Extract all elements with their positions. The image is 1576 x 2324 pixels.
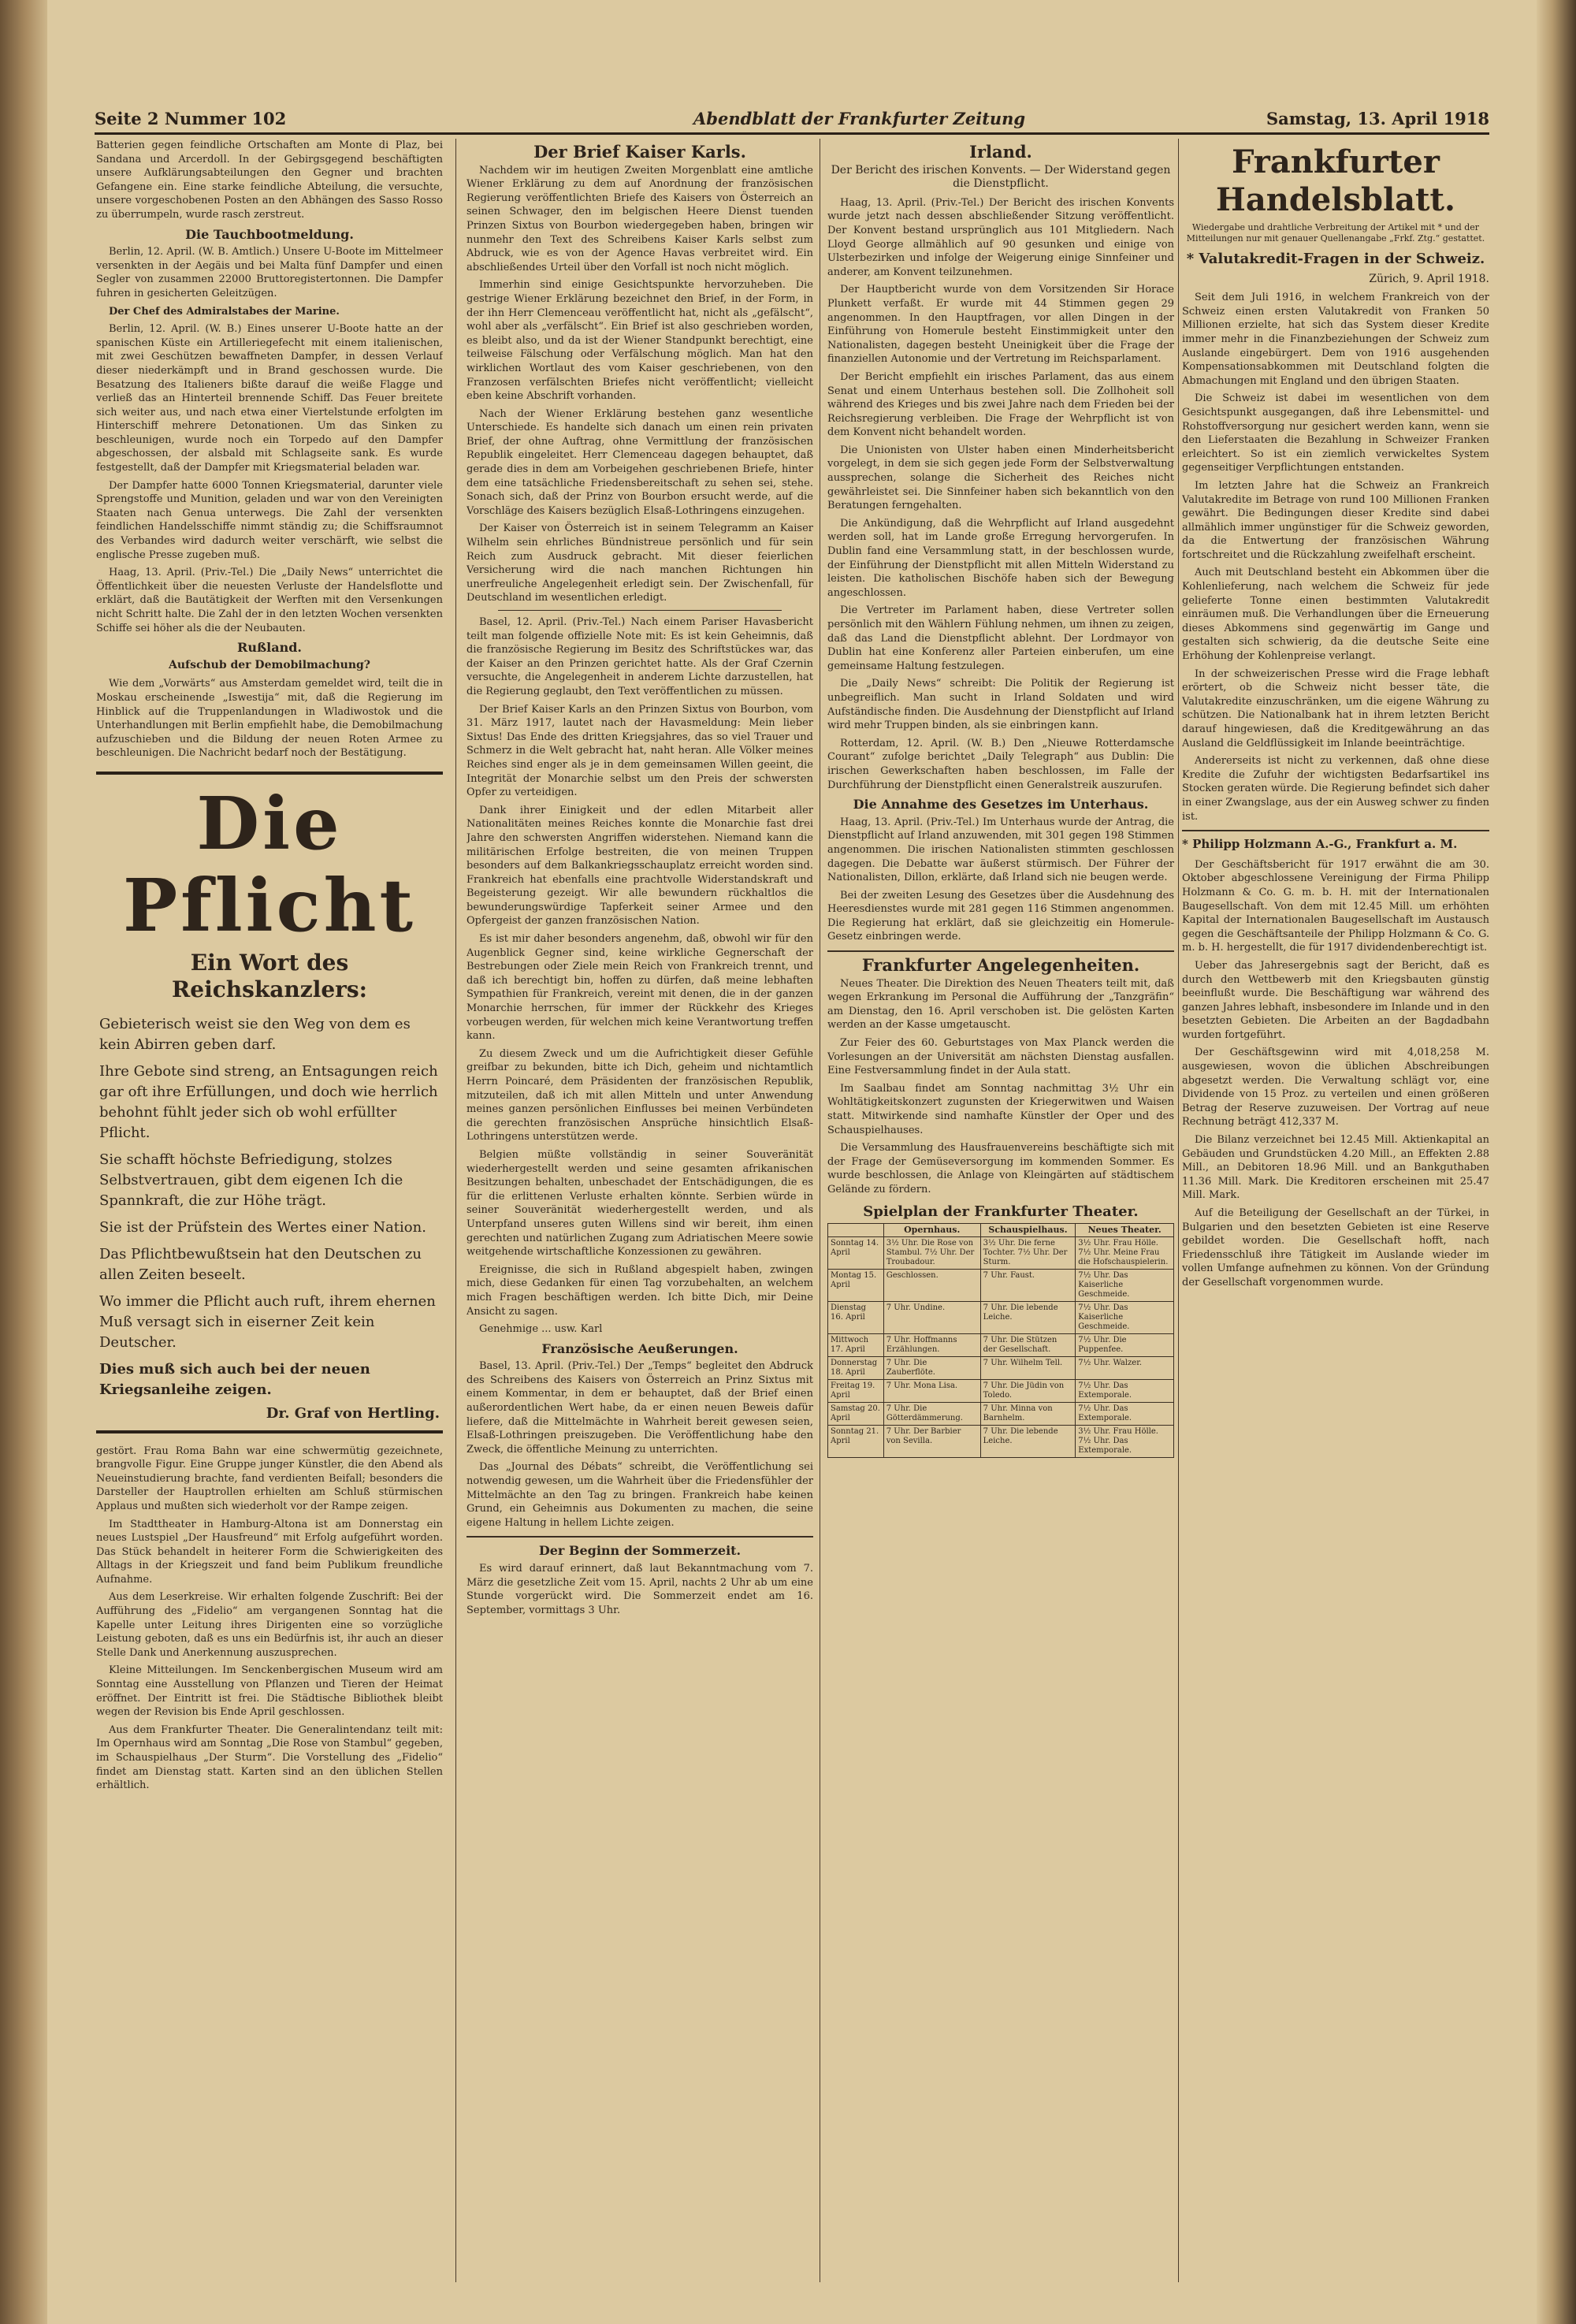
pflicht-text: Wo immer die Pflicht auch ruft, ihrem ehernen Muß versagt sich in eiserner Zeit kein Deutscher. <box>99 1292 436 1351</box>
column-rule <box>455 139 456 2282</box>
table-row <box>828 1357 1174 1380</box>
heading-annahme-gesetz: Die Annahme des Gesetzes im Unterhaus. <box>853 797 1149 812</box>
article-text: Die Unionisten von Ulster haben einen Minderheitsbericht vorgelegt, in dem sie sich gegen jede Form der Selbstverwaltung aussprechen, solange die Sicherheit des Reiches nicht gewährleistet sei. Die Sinnfeiner haben sich bekanntlich von den Beratungen ferngehalten. <box>827 444 1174 512</box>
article-text: Der Geschäftsbericht für 1917 erwähnt die am 30. Oktober abgeschlossene Vereinigung der Firma Philipp Holzmann & Co. G. m. b. H. mit der Internationalen Baugesellschaft. Von dem mit 12.45 Mill. um erhöhten Kapital der Internationalen Baugesellschaft im Austausch gegen die Geschäftsanteile der Philipp Holzmann & Co. G. m. b. H. hergestellt, die für 1917 dividendenberechtigt ist. <box>1182 858 1489 954</box>
table-cell: 7 Uhr. Minna von Barnhelm. <box>980 1403 1076 1426</box>
article-text: Neues Theater. Die Direktion des Neuen Theaters teilt mit, daß wegen Erkrankung im Personal die Aufführung der „Tanzgräfin“ am Dienstag, den 16. April verschoben ist. Die gelösten Karten werden an der Kasse umgetauscht. <box>827 977 1174 1032</box>
column-4 <box>1182 139 1489 2290</box>
handelsblatt-note: Wiedergabe und drahtliche Verbreitung der Artikel mit * und der Mitteilungen nur mit genauer Quellenangabe „Frkf. Ztg.“ gestattet. <box>1186 222 1485 244</box>
article-text: Zu diesem Zweck und um die Aufrichtigkeit dieser Gefühle greifbar zu bekunden, bitte ich Dich, geheim und nichtamtlich Herrn Poincaré, dem Präsidenten der französischen Republik, mitzuteilen, daß ich mit allen Mitteln und unter Anwendung meines ganzen persönlichen Einflusses bei meinen Verbündeten die gerechten französischen Ansprüche hinsichtlich Elsaß-Lothringens unterstützen werde. <box>466 1047 813 1143</box>
article-text: Der Hauptbericht wurde von dem Vorsitzenden Sir Horace Plunkett verfaßt. Er wurde mit 44 Stimmen gegen 29 angenommen. In den Hauptfragen, vor allen Dingen in der Einführung von Homerule besteht Einstimmigkeit unter den Nationalisten, dagegen besteht Uneinigkeit über die Frage der finanziellen Autonomie und der Vertretung im Reichsparlament. <box>827 284 1174 366</box>
theater-schedule-table <box>827 1223 1174 1458</box>
table-cell: 7 Uhr. Die lebende Leiche. <box>980 1302 1076 1334</box>
column-rule <box>1178 139 1179 2282</box>
table-header-cell: Schauspielhaus. <box>980 1224 1076 1237</box>
book-spine <box>0 0 47 2324</box>
table-cell: 7 Uhr. Die Jüdin von Toledo. <box>980 1380 1076 1403</box>
article-text: Aus dem Leserkreise. Wir erhalten folgende Zuschrift: Bei der Aufführung des „Fidelio“ am vergangenen Sonntag hat die Kapelle unter Leitung ihres Dirigenten eine so vorzügliche Leistung geboten, daß es uns ein Bedürfnis ist, ihr auch an dieser Stelle Dank und Anerkennung auszusprechen. <box>96 1591 443 1659</box>
pflicht-text: Das Pflichtbewußtsein hat den Deutschen zu allen Zeiten beseelt. <box>99 1245 422 1283</box>
pflicht-text: Dies muß sich auch bei der neuen Kriegsanleihe zeigen. <box>99 1360 370 1398</box>
table-row <box>828 1403 1174 1426</box>
dateline: Zürich, 9. April 1918. <box>1369 272 1489 285</box>
article-text: Berlin, 12. April. (W. B.) Eines unserer U-Boote hatte an der spanischen Küste ein Artilleriegefecht mit einem italienischen, mit zwei Geschützen bewaffneten Dampfer, in dessen Verlauf dieser niederkämpft und in Brand geschossen wurde. Die Besatzung des Italieners bißte darauf die weiße Flagge und verließ das an Hinterteil brennende Schiff. Das Feuer breitete sich weiter aus, und nach etwa einer Viertelstunde erfolgten im Hinterschiff mehrere Detonationen. Um das Sinken zu beschleunigen, wurde noch ein Torpedo auf den Dampfer abgeschossen, der alsbald mit Schlagseite sank. Es wurde festgestellt, daß der Dampfer mit Kriegsmaterial beladen war. <box>96 323 443 474</box>
article-text: Dank ihrer Einigkeit und der edlen Mitarbeit aller Nationalitäten meines Reiches konnte die Monarchie fast drei Jahre den schwersten Angriffen widerstehen. Niemand kann die militärischen Erfolge bestreiten, die von meinen Truppen besonders auf dem Balkankriegsschauplatz erreicht worden sind. Frankreich hat ebenfalls eine prachtvolle Widerstandskraft und Begeisterung gezeigt. Wir alle bewundern rückhaltlos die bewunderungswürdige Tapferkeit seiner Armee und den Opfergeist der ganzen französischen Nation. <box>466 804 813 928</box>
table-day-cell: Sonntag 21. April <box>828 1426 884 1458</box>
column-3 <box>827 139 1174 2290</box>
pflicht-text: Gebieterisch weist sie den Weg von dem es kein Abirren geben darf. <box>99 1015 411 1053</box>
table-row <box>828 1270 1174 1302</box>
table-cell: 7½ Uhr. Das Kaiserliche Geschmeide. <box>1076 1302 1174 1334</box>
article-text: Kleine Mitteilungen. Im Senckenbergischen Museum wird am Sonntag eine Ausstellung von Pflanzen und Tieren der Heimat eröffnet. Der Eintritt ist frei. Die Städtische Bibliothek bleibt wegen der Revision bis Ende April geschlossen. <box>96 1664 443 1719</box>
table-day-cell: Donnerstag 18. April <box>828 1357 884 1380</box>
article-text: Berlin, 12. April. (W. B. Amtlich.) Unsere U-Boote im Mittelmeer versenkten in der Aegäis und bei Malta fünf Dampfer und einen Segler von zusammen 22000 Bruttoregistertonnen. Die Dampfer fuhren in gesicherten Geleitzügen. <box>96 246 443 299</box>
article-text: Haag, 13. April. (Priv.-Tel.) Der Bericht des irischen Konvents wurde jetzt nach dessen abschließender Sitzung veröffentlicht. Der Konvent bestand ursprünglich aus 101 Mitgliedern. Nach Lloyd George allmählich auf 90 gesunken und einige von Ulsterbezirken und infolge der Weigerung einige Sinnfeiner und anderer, am Konvent teilzunehmen. <box>827 196 1174 278</box>
table-cell: 7 Uhr. Hoffmanns Erzählungen. <box>883 1334 980 1357</box>
subheading-irland: Der Bericht des irischen Konvents. — Der Widerstand gegen die Dienstpflicht. <box>831 163 1171 191</box>
table-day-cell: Dienstag 16. April <box>828 1302 884 1334</box>
table-cell: 7½ Uhr. Die Puppenfee. <box>1076 1334 1174 1357</box>
article-text: Batterien gegen feindliche Ortschaften am Monte di Plaz, bei Sandana und Arcerdoll. In der Gebirgsgegend beschäftigten unsere Aufklärungsabteilungen den Gegner und brachten Gefangene ein. Eine starke feindliche Abteilung, die versuchte, unsere vorgeschobenen Posten an den Abhängen des Sasso Rosso zu überrumpeln, wurde rasch zerstreut. <box>96 139 443 221</box>
heading-tauchboot: Die Tauchbootmeldung. <box>185 226 354 242</box>
table-header-cell <box>828 1224 884 1237</box>
theater-schedule-title: Spielplan der Frankfurter Theater. <box>863 1203 1139 1220</box>
article-text: Im letzten Jahre hat die Schweiz an Frankreich Valutakredite im Betrage von rund 100 Millionen Franken gewährt. Die Bedingungen dieser Kredite sind dabei allmählich immer ungünstiger für die Schweiz geworden, da die Entwertung der französischen Währung fortschreitet und die Rückzahlung zweifelhaft erscheint. <box>1182 479 1489 561</box>
table-day-cell: Samstag 20. April <box>828 1403 884 1426</box>
heading-valutakredit: * Valutakredit-Fragen in der Schweiz. <box>1186 251 1485 267</box>
article-text: gestört. Frau Roma Bahn war eine schwermütig gezeichnete, brangvolle Figur. Eine Gruppe junger Künstler, die den Abend als Neueinstudierung brachte, fand verdienten Beifall; besonders die Darsteller der Hauptrollen erhielten am Schluß stürmischen Applaus und mußten sich wiederholt vor der Rampe zeigen. <box>96 1445 443 1512</box>
heading-brief-kaiser-karls: Der Brief Kaiser Karls. <box>533 142 746 162</box>
table-cell: 7 Uhr. Mona Lisa. <box>883 1380 980 1403</box>
page-number: Seite 2 Nummer 102 <box>95 109 287 128</box>
article-text: Im Stadttheater in Hamburg-Altona ist am Donnerstag ein neues Lustspiel „Der Hausfreund“ mit Erfolg aufgeführt worden. Das Stück behandelt in heiterer Form die Schwierigkeiten des Alltags in der Kriegszeit und fand beim Publikum freundliche Aufnahme. <box>96 1518 443 1586</box>
divider <box>498 610 782 611</box>
table-day-cell: Freitag 19. April <box>828 1380 884 1403</box>
article-text: Belgien müßte vollständig in seiner Souveränität wiederhergestellt werden und seine gesamten afrikanischen Besitzungen behalten, unbeschadet der Entschädigungen, die es für die erlittenen Verluste erhalten könnte. Serbien würde in seiner Souveränität wiederhergestellt werden, und als Unterpfand unseres guten Willens sind wir bereit, ihm einen gerechten und natürlichen Zugang zum Adriatischen Meere sowie weitgehende wirtschaftliche Konzessionen zu gewähren. <box>466 1148 813 1259</box>
table-cell: 3½ Uhr. Frau Hölle. 7½ Uhr. Meine Frau die Hofschauspielerin. <box>1076 1237 1174 1270</box>
page-header <box>95 109 1489 135</box>
pflicht-text: Sie ist der Prüfstein des Wertes einer Nation. <box>99 1218 426 1236</box>
table-cell: Geschlossen. <box>883 1270 980 1302</box>
table-cell: 7½ Uhr. Das Kaiserliche Geschmeide. <box>1076 1270 1174 1302</box>
table-header-row <box>828 1224 1174 1237</box>
pflicht-text: Ihre Gebote sind streng, an Entsagungen reich gar oft ihre Erfüllungen, und doch wie herrlich behohnt fühlt jeder sich ob wohl erfüllter Pflicht. <box>99 1062 438 1141</box>
table-header-cell: Opernhaus. <box>883 1224 980 1237</box>
heading-russland: Rußland. <box>237 640 302 656</box>
table-row <box>828 1302 1174 1334</box>
article-text: Der Brief Kaiser Karls an den Prinzen Sixtus von Bourbon, vom 31. März 1917, lautet nach der Havasmeldung: Mein lieber Sixtus! Das Ende des dritten Kriegsjahres, das so viel Trauer und Schmerz in die Welt gebracht hat, naht heran. Alle Völker meines Reiches sind enger als je in dem gemeinsamen Willen geeint, die Integrität der Monarchie selbst um den Preis der schwersten Opfer zu verteidigen. <box>466 703 813 799</box>
article-text: Das „Journal des Débats“ schreibt, die Veröffentlichung sei notwendig gewesen, um die Wahrheit über die Friedensfühler der Mittelmächte an den Tag zu bringen. Frankreich habe keinen Grund, ein Geheimnis aus Dokumenten zu machen, die seine eigene Haltung in hellem Lichte zeigen. <box>466 1461 813 1529</box>
heading-sommerzeit: Der Beginn der Sommerzeit. <box>538 1543 742 1559</box>
article-text: Im Saalbau findet am Sonntag nachmittag 3½ Uhr ein Wohltätigkeitskonzert zugunsten der Kriegerwitwen und Waisen statt. Mitwirkende sind namhafte Künstler der Oper und des Schauspielhauses. <box>827 1082 1174 1136</box>
article-text: Auf die Beteiligung der Gesellschaft an der Türkei, in Bulgarien und den besetzten Gebieten ist eine Reserve gebildet worden. Die Gesellschaft hofft, nach Friedensschluß ihre Tätigkeit im Auslande wieder im vollen Umfange aufnehmen zu können. Von der Gründung der Gesellschaft vorgenommen wurde. <box>1182 1207 1489 1288</box>
divider <box>827 950 1174 952</box>
article-text: Wie dem „Vorwärts“ aus Amsterdam gemeldet wird, teilt die in Moskau erscheinende „Iswestija“ mit, daß die Regierung im Hinblick auf die Truppenlandungen in Wladiwostok und die Unterhandlungen mit Berlin empfiehlt habe, die Demobilmachung aufzuschieben und die Bildung der neuen Roten Armee zu beschleunigen. Die Nachricht bedarf noch der Bestätigung. <box>96 678 443 760</box>
article-text: Nachdem wir im heutigen Zweiten Morgenblatt eine amtliche Wiener Erklärung zu dem auf Anordnung der französischen Regierung veröffentlichten Briefe des Kaisers von Österreich an seinen Schwager, den im belgischen Heere Dienst tuenden Prinzen Sixtus von Bourbon wiedergegeben haben, bringen wir nunmehr den Text des Schreibens Kaiser Karls selbst zum Abdruck, wie es von der Agence Havas verbreitet wird. Ein abschließendes Urteil über den Vorfall ist noch nicht möglich. <box>466 164 813 273</box>
article-text: Die Versammlung des Hausfrauenvereins beschäftigte sich mit der Frage der Gemüseversorgung im kommenden Sommer. Es wurde beschlossen, die Anlage von Kleingärten auf städtischem Gelände zu fördern. <box>827 1142 1174 1195</box>
article-text: Basel, 13. April. (Priv.-Tel.) Der „Temps“ begleitet den Abdruck des Schreibens des Kaisers von Österreich an Prinz Sixtus mit einem Kommentar, in dem er behauptet, daß der Brief einen außerordentlichen Wert habe, da er einen neuen Beweis dafür liefere, daß die Mittelmächte in Wahrheit bereit gewesen seien, Elsaß-Lothringen preiszugeben. Die Veröffentlichung habe den Zweck, die öffentliche Meinung zu unterrichten. <box>466 1360 813 1456</box>
table-cell: 3½ Uhr. Die Rose von Stambul. 7½ Uhr. Der Troubadour. <box>883 1237 980 1270</box>
page-edge <box>1537 0 1576 2324</box>
article-text: Die Vertreter im Parlament haben, diese Vertreter sollen persönlich mit den Wählern Fühlung nehmen, um ihnen zu zeigen, daß das Land die Dienstpflicht ablehnt. Der Lordmayor von Dublin hat eine Konferenz aller Parteien einberufen, um eine gemeinsame Haltung festzulegen. <box>827 604 1174 672</box>
newspaper-title: Abendblatt der Frankfurter Zeitung <box>693 109 1026 128</box>
table-row <box>828 1380 1174 1403</box>
article-text: Bei der zweiten Lesung des Gesetzes über die Ausdehnung des Heeresdienstes wurde mit 281 gegen 116 Stimmen angenommen. Die Regierung hat erklärt, daß sie gleichzeitig ein Homerule-Gesetz einbringen werde. <box>827 889 1174 943</box>
table-cell: 7 Uhr. Der Barbier von Sevilla. <box>883 1426 980 1458</box>
table-cell: 7½ Uhr. Das Extemporale. <box>1076 1380 1174 1403</box>
article-text: Die Bilanz verzeichnet bei 12.45 Mill. Aktienkapital an Gebäuden und Grundstücken 4.20 Mill., an Effekten 2.88 Mill., an Debitoren 18.96 Mill. und an Bankguthaben 11.36 Mill. Mark. Die Kreditoren erscheinen mit 25.47 Mill. Mark. <box>1182 1134 1489 1202</box>
table-row <box>828 1334 1174 1357</box>
table-day-cell: Sonntag 14. April <box>828 1237 884 1270</box>
table-cell: 7 Uhr. Faust. <box>980 1270 1076 1302</box>
heading-irland: Irland. <box>969 142 1032 162</box>
issue-date: Samstag, 13. April 1918 <box>1266 109 1489 128</box>
article-text: Es ist mir daher besonders angenehm, daß, obwohl wir für den Augenblick Gegner sind, keine wirkliche Gegnerschaft der Bestrebungen oder Ziele mein Reich von Frankreich trennt, und daß ich berechtigt bin, hoffen zu dürfen, daß meine lebhaften Sympathien für Frankreich, vereint mit denen, die in der ganzen Monarchie herrschen, für immer der Rückkehr des Krieges vorbeugen werden, für welchen mich keine Verantwortung treffen kann. <box>466 933 813 1043</box>
table-day-cell: Montag 15. April <box>828 1270 884 1302</box>
pflicht-title: Die Pflicht <box>122 780 417 948</box>
heading-frankfurter-angelegenheiten: Frankfurter Angelegenheiten. <box>861 955 1140 976</box>
table-cell: 7 Uhr. Die Götterdämmerung. <box>883 1403 980 1426</box>
article-text: Der Geschäftsgewinn wird mit 4,018,258 M. ausgewiesen, wovon die üblichen Abschreibungen abgesetzt werden. Die Verwaltung schlägt vor, eine Dividende von 15 Proz. zu verteilen und einen größeren Betrag der Reserve zuzuweisen. Der Vortrag auf neue Rechnung beträgt 412,337 M. <box>1182 1047 1489 1129</box>
article-text: Auch mit Deutschland besteht ein Abkommen über die Kohlenlieferung, nach welchem die Schweiz für jede gelieferte Tonne einen bestimmten Valutakredit einräumen muß. Die Verhandlungen über die Erneuerung dieses Abkommens sind gegenwärtig im Gange und gestalten sich schwierig, da die deutsche Seite eine Erhöhung der Kohlenpreise verlangt. <box>1182 567 1489 663</box>
table-cell: 7½ Uhr. Das Extemporale. <box>1076 1403 1174 1426</box>
heading-holzmann: * Philipp Holzmann A.-G., Frankfurt a. M. <box>1182 837 1458 852</box>
pflicht-signature: Dr. Graf von Hertling. <box>266 1404 440 1422</box>
table-header-cell: Neues Theater. <box>1076 1224 1174 1237</box>
article-text: Andererseits ist nicht zu verkennen, daß ohne diese Kredite die Zufuhr der wichtigsten Bedarfsartikel ins Stocken geraten würde. Die Regierung befindet sich daher in einer Zwangslage, aus der ein Ausweg schwer zu finden ist. <box>1182 755 1489 823</box>
divider <box>466 1536 813 1538</box>
table-day-cell: Mittwoch 17. April <box>828 1334 884 1357</box>
article-text: Es wird darauf erinnert, daß laut Bekanntmachung vom 7. März die gesetzliche Zeit vom 15. April, nachts 2 Uhr ab um eine Stunde vorgerückt wird. Die Sommerzeit endet am 16. September, vormittags 3 Uhr. <box>466 1563 813 1616</box>
table-cell: 7 Uhr. Wilhelm Tell. <box>980 1357 1076 1380</box>
table-cell: 3½ Uhr. Die ferne Tochter. 7½ Uhr. Der Sturm. <box>980 1237 1076 1270</box>
subheading-russland: Aufschub der Demobilmachung? <box>169 658 370 671</box>
table-cell: 7½ Uhr. Walzer. <box>1076 1357 1174 1380</box>
article-text: Ereignisse, die sich in Rußland abgespielt haben, zwingen mich, diese Gedanken für einen Tag vorzubehalten, an welchem mich Fragen beschäftigen werden. Ich bitte Dich, mir Deine Ansicht zu sagen. <box>466 1263 813 1318</box>
article-text: Rotterdam, 12. April. (W. B.) Den „Nieuwe Rotterdamsche Courant“ zufolge berichtet „Daily Telegraph“ aus Dublin: Die irischen Gewerkschaften haben beschlossen, im Falle der Durchführung der Dienstpflicht einen Generalstreik auszurufen. <box>827 737 1174 791</box>
article-text: Basel, 12. April. (Priv.-Tel.) Nach einem Pariser Havasbericht teilt man folgende offizielle Note mit: Es ist kein Geheimnis, daß die französische Regierung im Besitz des Schriftstückes war, das der Kaiser an den Prinzen gerichtet hatte. Als der Graf Czernin versuchte, die Angelegenheit in anderem Lichte darzustellen, hat die Regierung geglaubt, den Text veröffentlichen zu müssen. <box>466 616 813 697</box>
column-1 <box>96 139 443 2290</box>
pflicht-subtitle: Ein Wort des Reichskanzlers: <box>172 949 367 1002</box>
article-text: In der schweizerischen Presse wird die Frage lebhaft erörtert, ob die Schweiz nicht besser täte, die Valutakredite einzuschränken, um die eigene Währung zu schützen. Die Nationalbank hat in ihrem letzten Bericht darauf hingewiesen, daß die Kreditgewährung an das Ausland die Geldflüssigkeit im Inlande beeinträchtige. <box>1182 667 1489 749</box>
pflicht-text: Sie schafft höchste Befriedigung, stolzes Selbstvertrauen, gibt dem eigenen Ich die Spannkraft, die zur Höhe trägt. <box>99 1151 403 1209</box>
handelsblatt-title: Frankfurter Handelsblatt. <box>1216 143 1455 218</box>
article-text: Die „Daily News“ schreibt: Die Politik der Regierung ist unbegreiflich. Man sucht in Irland Soldaten und wird Aufständische finden. Die Ausdehnung der Dienstpflicht auf Irland wird mehr Truppen binden, als sie einbringen kann. <box>827 678 1174 732</box>
article-text: Der Bericht empfiehlt ein irisches Parlament, das aus einem Senat und einem Unterhaus bestehen soll. Die Zollhoheit soll während des Krieges und bis zwei Jahre nach dem Frieden bei der Reichsregierung verbleiben. Die Frage der Wehrpflicht ist von dem Konvent nicht behandelt worden. <box>827 370 1174 439</box>
article-text: Nach der Wiener Erklärung bestehen ganz wesentliche Unterschiede. Es handelte sich danach um einen rein privaten Brief, der ohne Auftrag, ohne Vermittlung der französischen Republik eingeleitet. Herr Clemenceau dagegen behauptet, daß gerade dies in dem am Vorbeigehen geschriebenen Briefe, hinter dem eine tatsächliche Friedensbereitschaft zu sehen sei, stehe. Sonach sich, daß der Prinz von Bourbon ersucht werde, auf die Vorschläge des Kaisers bezüglich Elsaß-Lothringens einzugehen. <box>466 407 813 517</box>
article-text: Der Dampfer hatte 6000 Tonnen Kriegsmaterial, darunter viele Sprengstoffe und Munition, geladen und war von den Vereinigten Staaten nach Genua unterwegs. Die Zahl der versenkten feindlichen Handelsschiffe nimmt ständig zu; die Schiffsraumnot des Verbandes wird dadurch weiter verschärft, wie selbst die englische Presse zugeben muß. <box>96 479 443 561</box>
pflicht-advert <box>96 772 443 1433</box>
table-row <box>828 1237 1174 1270</box>
article-text: Haag, 13. April. (Priv.-Tel.) Im Unterhaus wurde der Antrag, die Dienstpflicht auf Irland anzuwenden, mit 301 gegen 198 Stimmen angenommen. Die irischen Nationalisten stimmten geschlossen dagegen. Die Debatte war äußerst stürmisch. Der Führer der Nationalisten, Dillon, erklärte, daß Irland sich nie beugen werde. <box>827 816 1174 884</box>
article-text: Die Ankündigung, daß die Wehrpflicht auf Irland ausgedehnt werden soll, hat im Lande große Erregung hervorgerufen. In Dublin fand eine Versammlung statt, in der beschlossen wurde, der Einführung der Dienstpflicht mit allen Mitteln Widerstand zu leisten. Die katholischen Bischöfe haben sich der Bewegung angeschlossen. <box>827 517 1174 599</box>
table-cell: 7 Uhr. Die Stützen der Gesellschaft. <box>980 1334 1076 1357</box>
article-text: Zur Feier des 60. Geburtstages von Max Planck werden die Vorlesungen an der Universität am nächsten Dienstag ausfallen. Eine Festversammlung findet in der Aula statt. <box>827 1037 1174 1077</box>
table-cell: 7 Uhr. Die Zauberflöte. <box>883 1357 980 1380</box>
article-text: Immerhin sind einige Gesichtspunkte hervorzuheben. Die gestrige Wiener Erklärung bezeichnet den Brief, in der Form, in der ihn Herr Clemenceau veröffentlicht hat, nicht als „gefälscht“, wohl aber als „verfälscht“. Ein Brief ist also geschrieben worden, es bleibt also, und da ist der Wiener Standpunkt berechtigt, eine teilweise Fälschung oder Verfälschung möglich. Man hat den wirklichen Wortlaut des vom Kaiser geschriebenen, von den Franzosen verfälschten Briefes nicht veröffentlicht; vielleicht eben keine Abschrift vorhanden. <box>466 279 813 403</box>
divider <box>1182 830 1489 831</box>
article-text: Die Schweiz ist dabei im wesentlichen von dem Gesichtspunkt ausgegangen, daß ihre Lebensmittel- und Rohstoffversorgung nur gesichert werden kann, wenn sie den Lieferstaaten die Bezahlung in Schweizer Franken erleichtert. So ist ein ziemlich verwickeltes System gegenseitiger Verpflichtungen entstanden. <box>1182 392 1489 474</box>
article-text: Ueber das Jahresergebnis sagt der Bericht, daß es durch den Wettbewerb mit den Kriegsbauten günstig beeinflußt wurde. Die Beschäftigung war während des ganzen Jahres lebhaft, insbesondere im Inlande und in den besetzten Gebieten. Die Arbeiten an der Bagdadbahn wurden fortgeführt. <box>1182 959 1489 1041</box>
article-text: Der Kaiser von Österreich ist in seinem Telegramm an Kaiser Wilhelm sein ehrliches Bündnistreue persönlich und für sein Reich zum Ausdruck gebracht. Mit dieser feierlichen Versicherung wird die nach manchen Richtungen hin unerfreuliche Angelegenheit erledigt sein. Der Zwischenfall, für Deutschland im wesentlichen erledigt. <box>466 522 813 604</box>
article-text: Seit dem Juli 1916, in welchem Frankreich von der Schweiz einen ersten Valutakredit von Franken 50 Millionen erzielte, hat sich das System dieser Kredite immer mehr in die Finanzbeziehungen der Schweiz zum Auslande eingebürgert. Dem von 1916 ausgehenden Kompensationsabkommen mit Deutschland folgten die Abmachungen mit England und den übrigen Staaten. <box>1182 292 1489 387</box>
article-text: Haag, 13. April. (Priv.-Tel.) Die „Daily News“ unterrichtet die Öffentlichkeit über die neuesten Verluste der Handelsflotte und erklärt, daß die Bautätigkeit der Werften mit den Versenkungen nicht Schritt halte. Die Zahl der in den letzten Wochen versenkten Schiffe sei höher als die der Neubauten. <box>96 567 443 634</box>
table-cell: 7 Uhr. Undine. <box>883 1302 980 1334</box>
table-cell: 7 Uhr. Die lebende Leiche. <box>980 1426 1076 1458</box>
table-cell: 3½ Uhr. Frau Hölle. 7½ Uhr. Das Extemporale. <box>1076 1426 1174 1458</box>
column-2 <box>466 139 813 2290</box>
article-signature: Der Chef des Admiralstabes der Marine. <box>109 305 340 318</box>
table-row <box>828 1426 1174 1458</box>
article-text: Aus dem Frankfurter Theater. Die Generalintendanz teilt mit: Im Opernhaus wird am Sonntag „Die Rose von Stambul“ gegeben, im Schauspielhaus „Der Sturm“. Die Vorstellung des „Fidelio“ findet am Dienstag statt. Karten sind an den üblichen Stellen erhältlich. <box>96 1723 443 1792</box>
article-text: Genehmige ... usw. Karl <box>479 1323 603 1336</box>
heading-franzoesische-aeusserungen: Französische Aeußerungen. <box>541 1340 738 1356</box>
